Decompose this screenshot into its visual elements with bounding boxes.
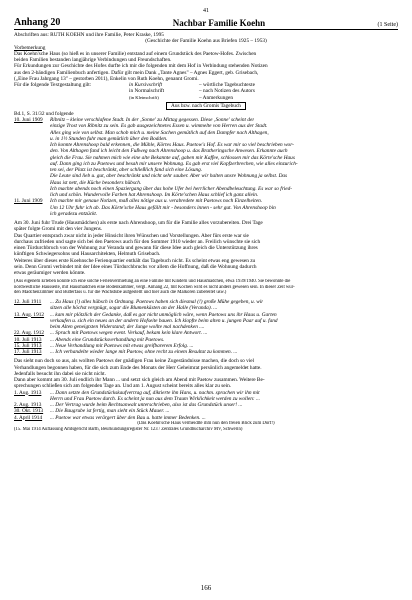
entry-text: ... Paetow war etwas verärgert über den Bau u. hatte immer Bedenken. ... [50,414,206,421]
entry-text: sitzen alle höchst vergnügt, sogar die Blumenkästen an der Halle (Veranda). ... [50,305,218,312]
page-header [14,17,398,30]
legend-style: in Normalschrift [129,88,165,95]
narrative-2 [14,358,398,389]
text-line: künftigen Schwiegersohns und Hausarchitekten, Helmuth Grisebach. [14,251,161,258]
entry-text: ... kam mir plötzlich der Gedanke, daß es gar nicht unmöglich wäre, wenn Paetows uns ihr Haus u. Garten [50,311,277,318]
note-line: den Mädchenzimmer und Butterfass u. für die Wachstube aufgestellt und hier auch die Malkoren zubereitet usw.) [14,290,227,296]
legend [14,82,398,101]
text-line: Jedenfalls besucht ihn dabei sie nicht nicht. [14,370,106,377]
closing-reference: (15. Mai 1914 Auflassung Amtsgericht Barth, Beurkundungsregister Nr. 123 / Zentrales Grundbucharchiv MV, Schwerin) [14,427,243,433]
entry-date: 10. Juni 1909 [14,117,43,123]
text-line: später folgte Gromi mit den vier Jungens. [14,226,103,233]
entry-text: lich und schön. Wundervolle Farben hat Ahrenshoop. Im Körte'schen Haus schlief ich ganz allein. [50,192,259,198]
legend-meaning: – Anmerkungen [199,94,233,101]
entry-text: ... Zu Haus (!) alles hübsch in Ordnung. Paetows haben sich diesmal (!) große Mühe gegeben, u. wir [50,299,264,306]
intro-line: („Eine Frau Jahrgang 13" – gestorben 2011), Enkelin von Ruth Koehn, genannt Gromi. [14,75,199,82]
legend-style: in Kursivschrift [129,82,163,88]
legend-intro: Für die folgende Textgestaltung gilt: [14,82,92,88]
text-line: Das Quartier entsprach zwar nicht in jeder Hinsicht ihren Wünschen und Vorstellungen. Aber fürs erste war sie [14,232,249,239]
entry-text: Alles ging wie von selbst. Man schob mich u. meine Sachen gemütlich auf den Dampfer nach Althagen, [50,129,269,136]
diary-entries-1 [14,117,398,217]
entry-text: verkaufen u. sich ein neues an der andern Hofseite bauen. Ich klopfte beim alten u. jungen Paar auf u. fand [50,317,278,324]
entry-text: ... Die Baugrube ist fertig, man sieht ein Stück Mauer. ... [50,408,170,415]
text-line: Das sieht nun doch so aus, als wollten Paetows der gnädigen Frau keine Zugeständnisse machen, die doch so viel [14,358,255,365]
entry-text: ... Ich verhandelte wieder lange mit Paetow, ohne recht zu einem Resultat zu kommen. ... [50,349,238,356]
entry-text: einzige Trost von Ribnitz zu sein. Es gab ausgezeichnetes Essen u. wimmelte von Herren aus der Stadt. [50,123,268,130]
entry-date: 15. Juli 1913 [14,342,42,349]
volume-reference: Bd.1, S. 31/32 und folgende [14,110,74,117]
page-count: (1 Seite) [377,22,398,28]
text-line: durchaus zufrieden und sagte sich bei den Paetows auch für den Sommer 1910 wieder an. Freilich wünschte sie sich [14,238,261,245]
entry-text: ... Sprach mit Paetows wegen event. Verkauf, bekam kein klare Antwort. ... [50,330,208,337]
page-title: Nachbar Familie Koehn [172,18,266,28]
entry-text: ... Neue Verhandlung mit Paetows mit etwas greifbarerem Erfolg. ... [50,342,194,349]
entry-text: Ich machte abends noch einen Spaziergang über das hohe Ufer bei herrlicher Abendbeleuchtung. Es war so fried- [50,185,292,192]
entry-text: ten sei, der Platz ist beschränkt, aber schließlich fand sich eine Lösung. [50,167,203,173]
entry-date: 10. Juli 1913 [14,336,42,343]
note-line: (Aus eigenem Erleben konnte ich eine solche Ferienvermietung an eine Familie mit Kindern und Hausmädchen, etwa 1939/1940. Sie bewohnte die [14,279,291,285]
entry-date: 13. Aug. 1912 [14,311,45,318]
note-line: nordwestliche Hausseite, mit Hausmädchen eine Bodenkammer, vergl. Anhang 22, mit Kochen wird es nicht anders gewesen sein. In dieser Zeit wur- [14,284,295,290]
appendix-label: Anhang 20 [14,17,61,28]
entry-text: ... Dann setzte den Grundstückskaufvertrag auf, diktierte ihn Hans, u. nachm. sprachen wir ihn mit [50,389,260,396]
entry-text: ... Der Vertrag wurde beim Rechtsanwalt unterschrieben, also ist das Grundstück unser! ... [50,402,243,409]
entry-date: 22. Aug. 1912 [14,330,45,337]
intro-line: Für Erkundungen zur Geschichte des Hofes durfte ich mir die folgenden mit dem Hof in Verbindung stehenden Notizen [14,63,268,70]
entry-text: beim Alten geneigtsten Widerstand; der Junge wollte mal nachdenken .... [50,324,205,331]
entry-text: Um 12 Uhr fuhr ich ab. Das Körte'sche Haus gefällt mir - besonders innen - sehr gut. Von Ahrenshoop bin [50,204,276,211]
legend-meaning: – wörtliche Tagebuchtexte [199,82,256,88]
entry-text: gleich die Frau. Sie nahmen mich wie eine alte Bekannte auf, gaben mir Kaffee, schlossen mir das Körte'sche Haus [50,154,295,161]
intro-line: Vorbemerkung [14,44,46,51]
entry-date: 17. Juli 1913 [14,349,42,356]
entry-text: Die Leute sind lieb u. gut, aber beschränkt und nicht sehr sauber. Aber wir halten unsre Wohnung ja selbst. Das [50,173,288,180]
annotation-note [14,279,398,296]
source-box [14,103,398,110]
text-line: etwas geräumiger werden könnte. [14,270,86,276]
intro-block [14,32,398,82]
entry-text: Haus ist nett, die Küche besonders hübsch. [50,179,142,186]
entry-date [14,211,50,217]
intro-line: Abschriften aus: RUTH KOEHN und ihre Familie, Peter Kraske, 1995 [14,32,164,38]
text-line: sprechungen schließen sich am folgenden Tage an. Und am 1. August scheint bereits alles klar zu sein. [14,383,232,390]
document-page [14,8,398,592]
entry-text: Ich konnte Ahrenshoop bald erkennen, die Mühle, Körtes Haus. Paetow's Hof. Es war mir so viel beschrieben wor- [50,142,294,148]
intro-line: beiden Familien bestanden langjährige Verbindungen und Freundschaften. [14,57,172,63]
diary-entries-3 [14,390,398,421]
intro-line: (Geschichte der Familie Koehn aus Briefen 1925 – 1953) [145,38,267,45]
entry-text: Ribnitz – kleine verschlafene Stadt. In der ‚Sonne' zu Mittag gegessen. Diese ‚Sonne' scheint der [50,117,255,123]
legend-style: (in Kleinschrift) [129,94,159,100]
legend-meaning: – nach Notizen des Autors [199,88,255,95]
text-line: Weiteres über dieses erste Koehnsche Ferienquartier enthält das Tagebuch nicht. Es scheint etwas eng gewesen zu [14,257,256,264]
entry-text: u. in 1½ Stunden fuhr man gemütlich über den Bodden. [50,135,168,142]
entry-date: 4. April 1914 [14,414,43,421]
page-number-bottom: 166 [200,584,212,592]
intro-line: Das Koehn'sche Haus (so hieß es in unserer Familie) entstand auf einem Grundstück des Paetow-Hofes. Zwischen [14,50,257,57]
text-line: einen Türdurchbruch von der Wohnung zur Veranda und gewann für diese Idee auch gleich die Unterstützung ihres [14,245,258,251]
page-number-top: 41 [203,8,209,14]
entry-date: 2. Aug. 1913 [14,402,42,409]
diary-entries-2 [14,299,398,355]
text-line: Verhandlungen begonnen haben, für die sich zum Ende des Monats der Herr Geheimrat persönlich angemeldet hatte. [14,364,262,371]
entry-date: 12. Juli 1911 [14,299,42,306]
entry-text: den. Von Althagen fand ich leicht den Fußweg nach Ahrenshoop u. das Bratheringsche Anwesen. Erkannte auch [50,148,288,155]
legend-row [14,95,398,101]
entry-date: 11. Juni 1909 [14,198,43,205]
entry-text: ... Abends eine Grundstücksverhandlung mit Paetows. [50,336,165,343]
entry-date: 1. Aug. 1913 [14,389,42,396]
intro-line: aus den 2-bändigen Familienbuch anfertigen. Dafür gilt mein Dank „Tante Agnes" – Agnes Eggert, geb. Grisebach, [14,69,259,76]
entry-text: ich geradezu entzückt. [50,210,98,217]
entry-text: Ich machte mir genaue Notizen, maß alles nötige aus u. verabredete mit Paetows noch Einzelheiten. [50,198,263,205]
closing-note: (Das Koehn'sche Haus vermeidlte ihm nun den freien Blick zum Dorf!) [137,420,275,426]
narrative-1 [14,220,398,276]
text-line: Am 30. Juni fuhr Trude (Hausmädchen) als erste nach Ahrenshoop, um für die Familie alles vorzubereiten. Drei Tage [14,220,263,226]
text-line: sein. Denn Gromi verbindet mit der Idee eines Türdurchbruchs vor allem die Hoffnung, daß die Wohnung dadurch [14,263,257,270]
source-box-label: Aus bzw. nach Gromis Tagebuch [166,102,246,110]
entry-text: Herrn und Frau Paetow durch. Es scheint ja nun aus dem Traum Wirklichkeit werden zu wollen: ... [50,395,260,402]
entry-text: auf. Dann ging ich zu Paetows und besah mir unsere Wohnung. Es gab erst viel Kopfzerbrechen, wie alles einzurich- [50,160,298,167]
entry-date: 30. Okt. 1913 [14,408,44,415]
text-line: Dann aber kommt am 30. Juli endlich ihr Mann ... und setzt sich gleich am Abend mit Paetow zusammen. Weitere Be- [14,377,265,384]
